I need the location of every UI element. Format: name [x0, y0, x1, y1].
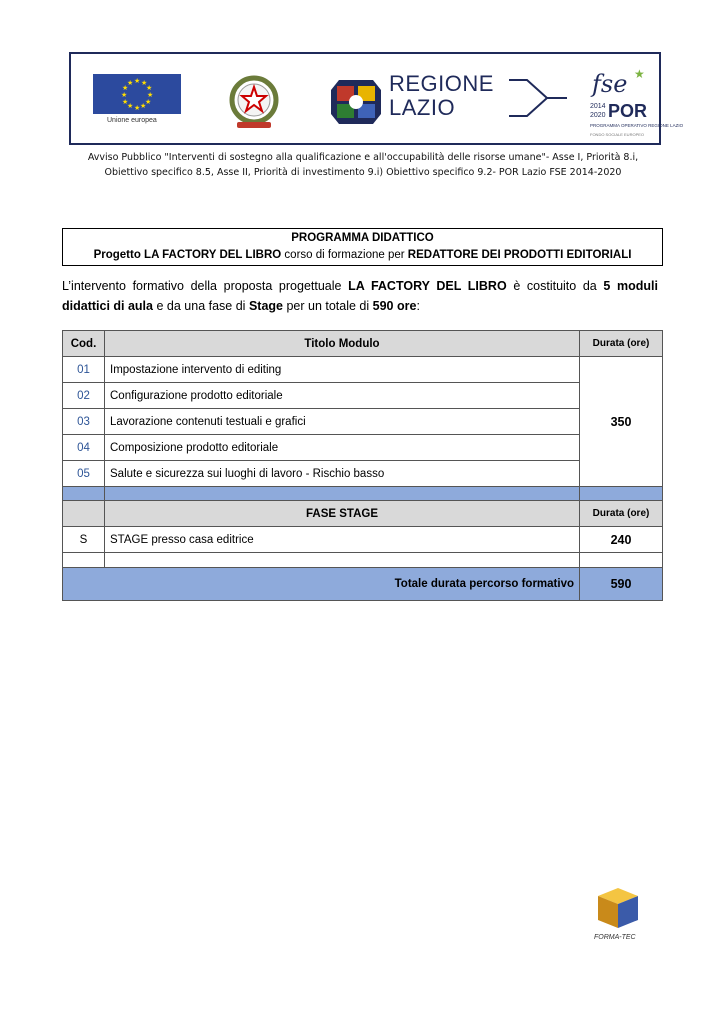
- programma-title: PROGRAMMA DIDATTICO: [291, 232, 434, 244]
- table-row: [63, 357, 663, 383]
- svg-text:FONDO SOCIALE EUROPEO: FONDO SOCIALE EUROPEO: [590, 132, 645, 137]
- svg-text:★: ★: [141, 79, 148, 87]
- forma-tec-cube-icon: [588, 884, 660, 942]
- stage-header: FASE STAGE: [105, 501, 580, 527]
- svg-text:2020: 2020: [590, 112, 606, 119]
- svg-text:★: ★: [127, 102, 134, 110]
- col-code-header: Cod.: [63, 331, 105, 357]
- regione-lazio-wordmark: REGIONE LAZIO: [389, 72, 494, 120]
- module-code: 01: [63, 357, 105, 383]
- svg-text:★: ★: [122, 84, 129, 92]
- svg-text:fse: fse: [592, 70, 628, 98]
- module-code: 05: [63, 461, 105, 487]
- stage-code: S: [63, 527, 105, 553]
- italian-republic-emblem-icon: [221, 70, 287, 136]
- col-duration-header: Durata (ore): [580, 331, 663, 357]
- svg-text:★: ★: [634, 67, 645, 81]
- svg-text:★: ★: [121, 91, 128, 99]
- svg-text:★: ★: [134, 104, 141, 112]
- svg-text:★: ★: [134, 77, 141, 85]
- table-row: [63, 383, 663, 409]
- total-value: 590: [580, 568, 663, 601]
- svg-text:★: ★: [147, 91, 154, 99]
- total-row: [63, 568, 663, 601]
- module-code: 03: [63, 409, 105, 435]
- svg-text:★: ★: [122, 98, 129, 106]
- svg-text:★: ★: [127, 79, 134, 87]
- stage-header-row: [63, 501, 663, 527]
- logo-banner: [69, 52, 684, 145]
- stage-duration-header: Durata (ore): [580, 501, 663, 527]
- table-row: [63, 527, 663, 553]
- spacer-row-blue: [63, 487, 663, 501]
- svg-text:2014: 2014: [590, 103, 606, 110]
- module-title: Lavorazione contenuti testuali e grafici: [105, 409, 580, 435]
- svg-text:★: ★: [146, 84, 153, 92]
- module-code: 04: [63, 435, 105, 461]
- svg-text:POR: POR: [608, 101, 648, 121]
- module-title: Impostazione intervento di editing: [105, 357, 580, 383]
- svg-text:★: ★: [140, 102, 147, 110]
- svg-text:★: ★: [145, 98, 152, 106]
- eu-flag-icon: [93, 74, 181, 114]
- total-label: Totale durata percorso formativo: [63, 568, 580, 601]
- intro-paragraph: L’intervento formativo della proposta progettuale LA FACTORY DEL LIBRO è costituito da 5 moduli didattici di aula e da una fase di Stage per un totale di 590 ore:: [62, 279, 658, 313]
- table-row: [63, 409, 663, 435]
- svg-text:FORMA-TEC: FORMA-TEC: [594, 934, 636, 941]
- table-row: [63, 461, 663, 487]
- module-title: Configurazione prodotto editoriale: [105, 383, 580, 409]
- empty-row: [63, 553, 663, 568]
- module-code: 02: [63, 383, 105, 409]
- eu-logo: [93, 74, 181, 124]
- stage-duration: 240: [580, 527, 663, 553]
- modules-duration: 350: [580, 357, 663, 487]
- col-title-header: Titolo Modulo: [105, 331, 580, 357]
- modules-table: [62, 330, 663, 601]
- module-title: Composizione prodotto editoriale: [105, 435, 580, 461]
- svg-text:PROGRAMMA OPERATIVO REGIONE LA: PROGRAMMA OPERATIVO REGIONE LAZIO: [590, 123, 684, 128]
- avviso-pubblico-text: Avviso Pubblico "Interventi di sostegno alla qualificazione e all'occupabilità delle risorse umane"- Asse I, Priorità 8.i, Obiettivo specifico 8.5, Asse II, Priorità di investimento 9.i) Obiettivo specifico 9.2- POR Lazio FSE 2014-2020: [87, 152, 639, 178]
- eu-caption: Unione europea: [107, 117, 157, 124]
- forma-tec-logo: [588, 884, 660, 942]
- table-row: [63, 435, 663, 461]
- programma-didattico-box: [62, 228, 663, 266]
- project-line: Progetto LA FACTORY DEL LIBRO corso di formazione per REDATTORE DEI PRODOTTI EDITORIALI: [93, 249, 632, 261]
- fse-por-logo: [586, 66, 684, 142]
- stage-title: STAGE presso casa editrice: [105, 527, 580, 553]
- table-header-row: [63, 331, 663, 357]
- module-title: Salute e sicurezza sui luoghi di lavoro - Rischio basso: [105, 461, 580, 487]
- regione-lazio-coat-of-arms-icon: [329, 78, 383, 126]
